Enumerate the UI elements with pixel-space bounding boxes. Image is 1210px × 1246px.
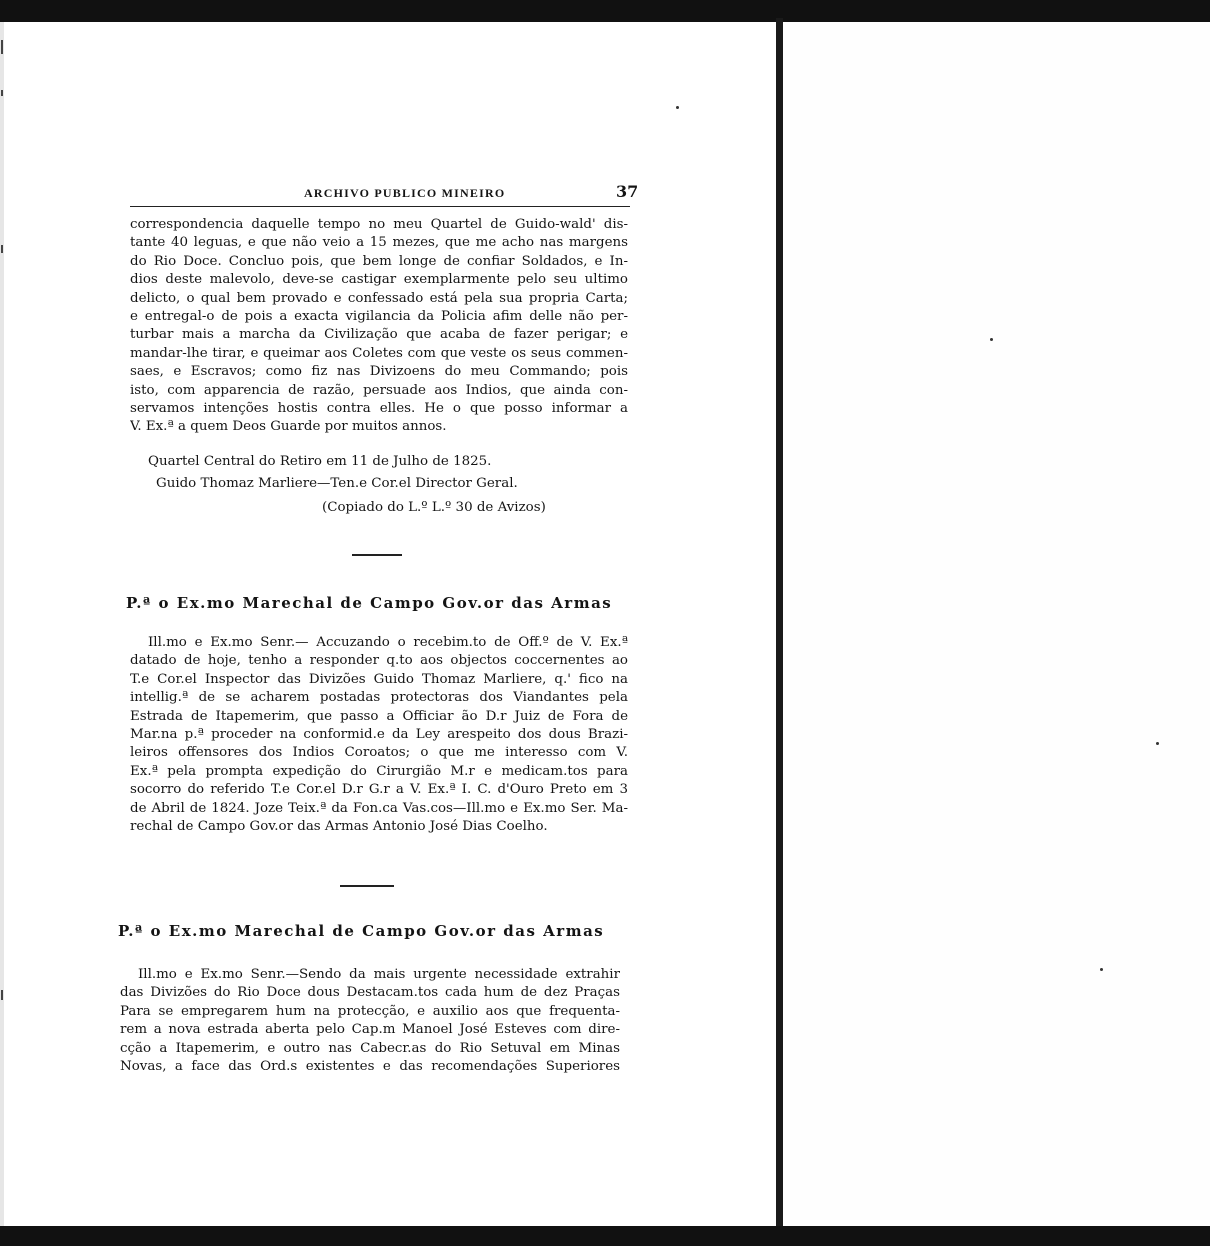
letter-continuation	[130, 216, 628, 437]
text-line: delicto, o qual bem provado e confessado está pela sua propria Carta;	[130, 290, 628, 306]
text-line: socorro do referido T.e Cor.el D.r G.r a V. Ex.ª I. C. d'Ouro Preto em 3	[130, 782, 628, 798]
ink-speck	[676, 106, 679, 109]
place-date-line: Quartel Central do Retiro em 11 de Julho de 1825.	[148, 454, 492, 469]
edge-artifact	[1, 245, 3, 253]
text-line: leiros offensores dos Indios Coroatos; o que me interesso com V.	[130, 745, 628, 761]
source-note: (Copiado do L.º L.º 30 de Avizos)	[322, 500, 546, 515]
text-line: intellig.ª de se acharem postadas protectoras dos Viandantes pela	[130, 690, 628, 706]
scanner-top-border	[0, 0, 1210, 22]
edge-artifact	[1, 90, 3, 96]
text-line: dios deste malevolo, deve-se castigar exemplarmente pelo seu ultimo	[130, 272, 628, 288]
text-line: correspondencia daquelle tempo no meu Quartel de Guido-wald' dis-	[130, 217, 628, 232]
text-line: das Divizões do Rio Doce dous Destacam.tos cada hum de dez Praças	[120, 985, 620, 1001]
ink-speck	[1100, 968, 1103, 971]
text-line: isto, com apparencia de razão, persuade aos Indios, que ainda con-	[130, 382, 628, 398]
running-header	[130, 182, 639, 208]
edge-artifact	[1, 40, 3, 54]
book-gutter	[776, 18, 783, 1230]
text-line: T.e Cor.el Inspector das Divizões Guido Thomaz Marliere, q.' fico na	[130, 671, 628, 687]
ink-speck	[990, 338, 993, 341]
text-line: Ill.mo e Ex.mo Senr.—Sendo da mais urgente necessidade extrahir	[138, 967, 620, 982]
text-line: saes, e Escravos; como fiz nas Divizoens do meu Commando; pois	[130, 364, 628, 380]
text-line: do Rio Doce. Concluo pois, que bem longe de confiar Soldados, e In-	[130, 253, 628, 269]
signature-line: Guido Thomaz Marliere—Ten.e Cor.el Director Geral.	[156, 476, 518, 491]
text-line: mandar-lhe tirar, e queimar aos Coletes com que veste os seus commen-	[130, 345, 628, 361]
header-title: ARCHIVO PUBLICO MINEIRO	[304, 186, 506, 200]
text-line: turbar mais a marcha da Civilização que acaba de fazer perigar; e	[130, 327, 628, 343]
text-line: tante 40 leguas, e que não veio a 15 mezes, que me acho nas margens	[130, 235, 628, 251]
text-line: cção a Itapemerim, e outro nas Cabecr.as do Rio Setuval em Minas	[120, 1040, 620, 1056]
section-separator	[340, 885, 394, 887]
text-line: Para se empregarem hum na protecção, e auxilio aos que frequenta-	[120, 1003, 620, 1019]
text-line: datado de hoje, tenho a responder q.to aos objectos coccernentes ao	[130, 653, 628, 669]
text-line: de Abril de 1824. Joze Teix.ª da Fon.ca Vas.cos—Ill.mo e Ex.mo Ser. Ma-	[130, 800, 628, 816]
section-heading: P.ª o Ex.mo Marechal de Campo Gov.or das Armas	[118, 922, 605, 940]
text-line: Ex.ª pela prompta expedição do Cirurgião M.r e medicam.tos para	[130, 763, 628, 779]
text-line: Novas, a face das Ord.s existentes e das recomendações Superiores	[120, 1058, 620, 1074]
text-line: Mar.na p.ª proceder na conformid.e da Ley arespeito dos dous Brazi-	[130, 726, 628, 742]
letter-body-1	[130, 634, 628, 836]
header-rule	[130, 206, 630, 207]
section-heading: P.ª o Ex.mo Marechal de Campo Gov.or das Armas	[126, 594, 613, 612]
right-page	[783, 22, 1210, 1226]
text-line: servamos intenções hostis contra elles. He o que posso informar a	[130, 400, 628, 416]
edge-artifact	[1, 990, 3, 1000]
page-number: 37	[616, 182, 639, 201]
text-line: Estrada de Itapemerim, que passo a Officiar ão D.r Juiz de Fora de	[130, 708, 628, 724]
letter-body-2	[120, 966, 620, 1076]
ink-speck	[1156, 742, 1159, 745]
text-line: e entregal-o de pois a exacta vigilancia da Policia afim delle não per-	[130, 308, 628, 324]
text-line: rem a nova estrada aberta pelo Cap.m Manoel José Esteves com dire-	[120, 1022, 620, 1038]
text-line: Ill.mo e Ex.mo Senr.— Accuzando o recebim.to de Off.º de V. Ex.ª	[148, 635, 628, 650]
text-line: rechal de Campo Gov.or das Armas Antonio José Dias Coelho.	[130, 818, 548, 834]
scanner-bottom-border	[0, 1226, 1210, 1246]
text-line: V. Ex.ª a quem Deos Guarde por muitos annos.	[130, 419, 447, 435]
section-separator	[352, 554, 402, 556]
